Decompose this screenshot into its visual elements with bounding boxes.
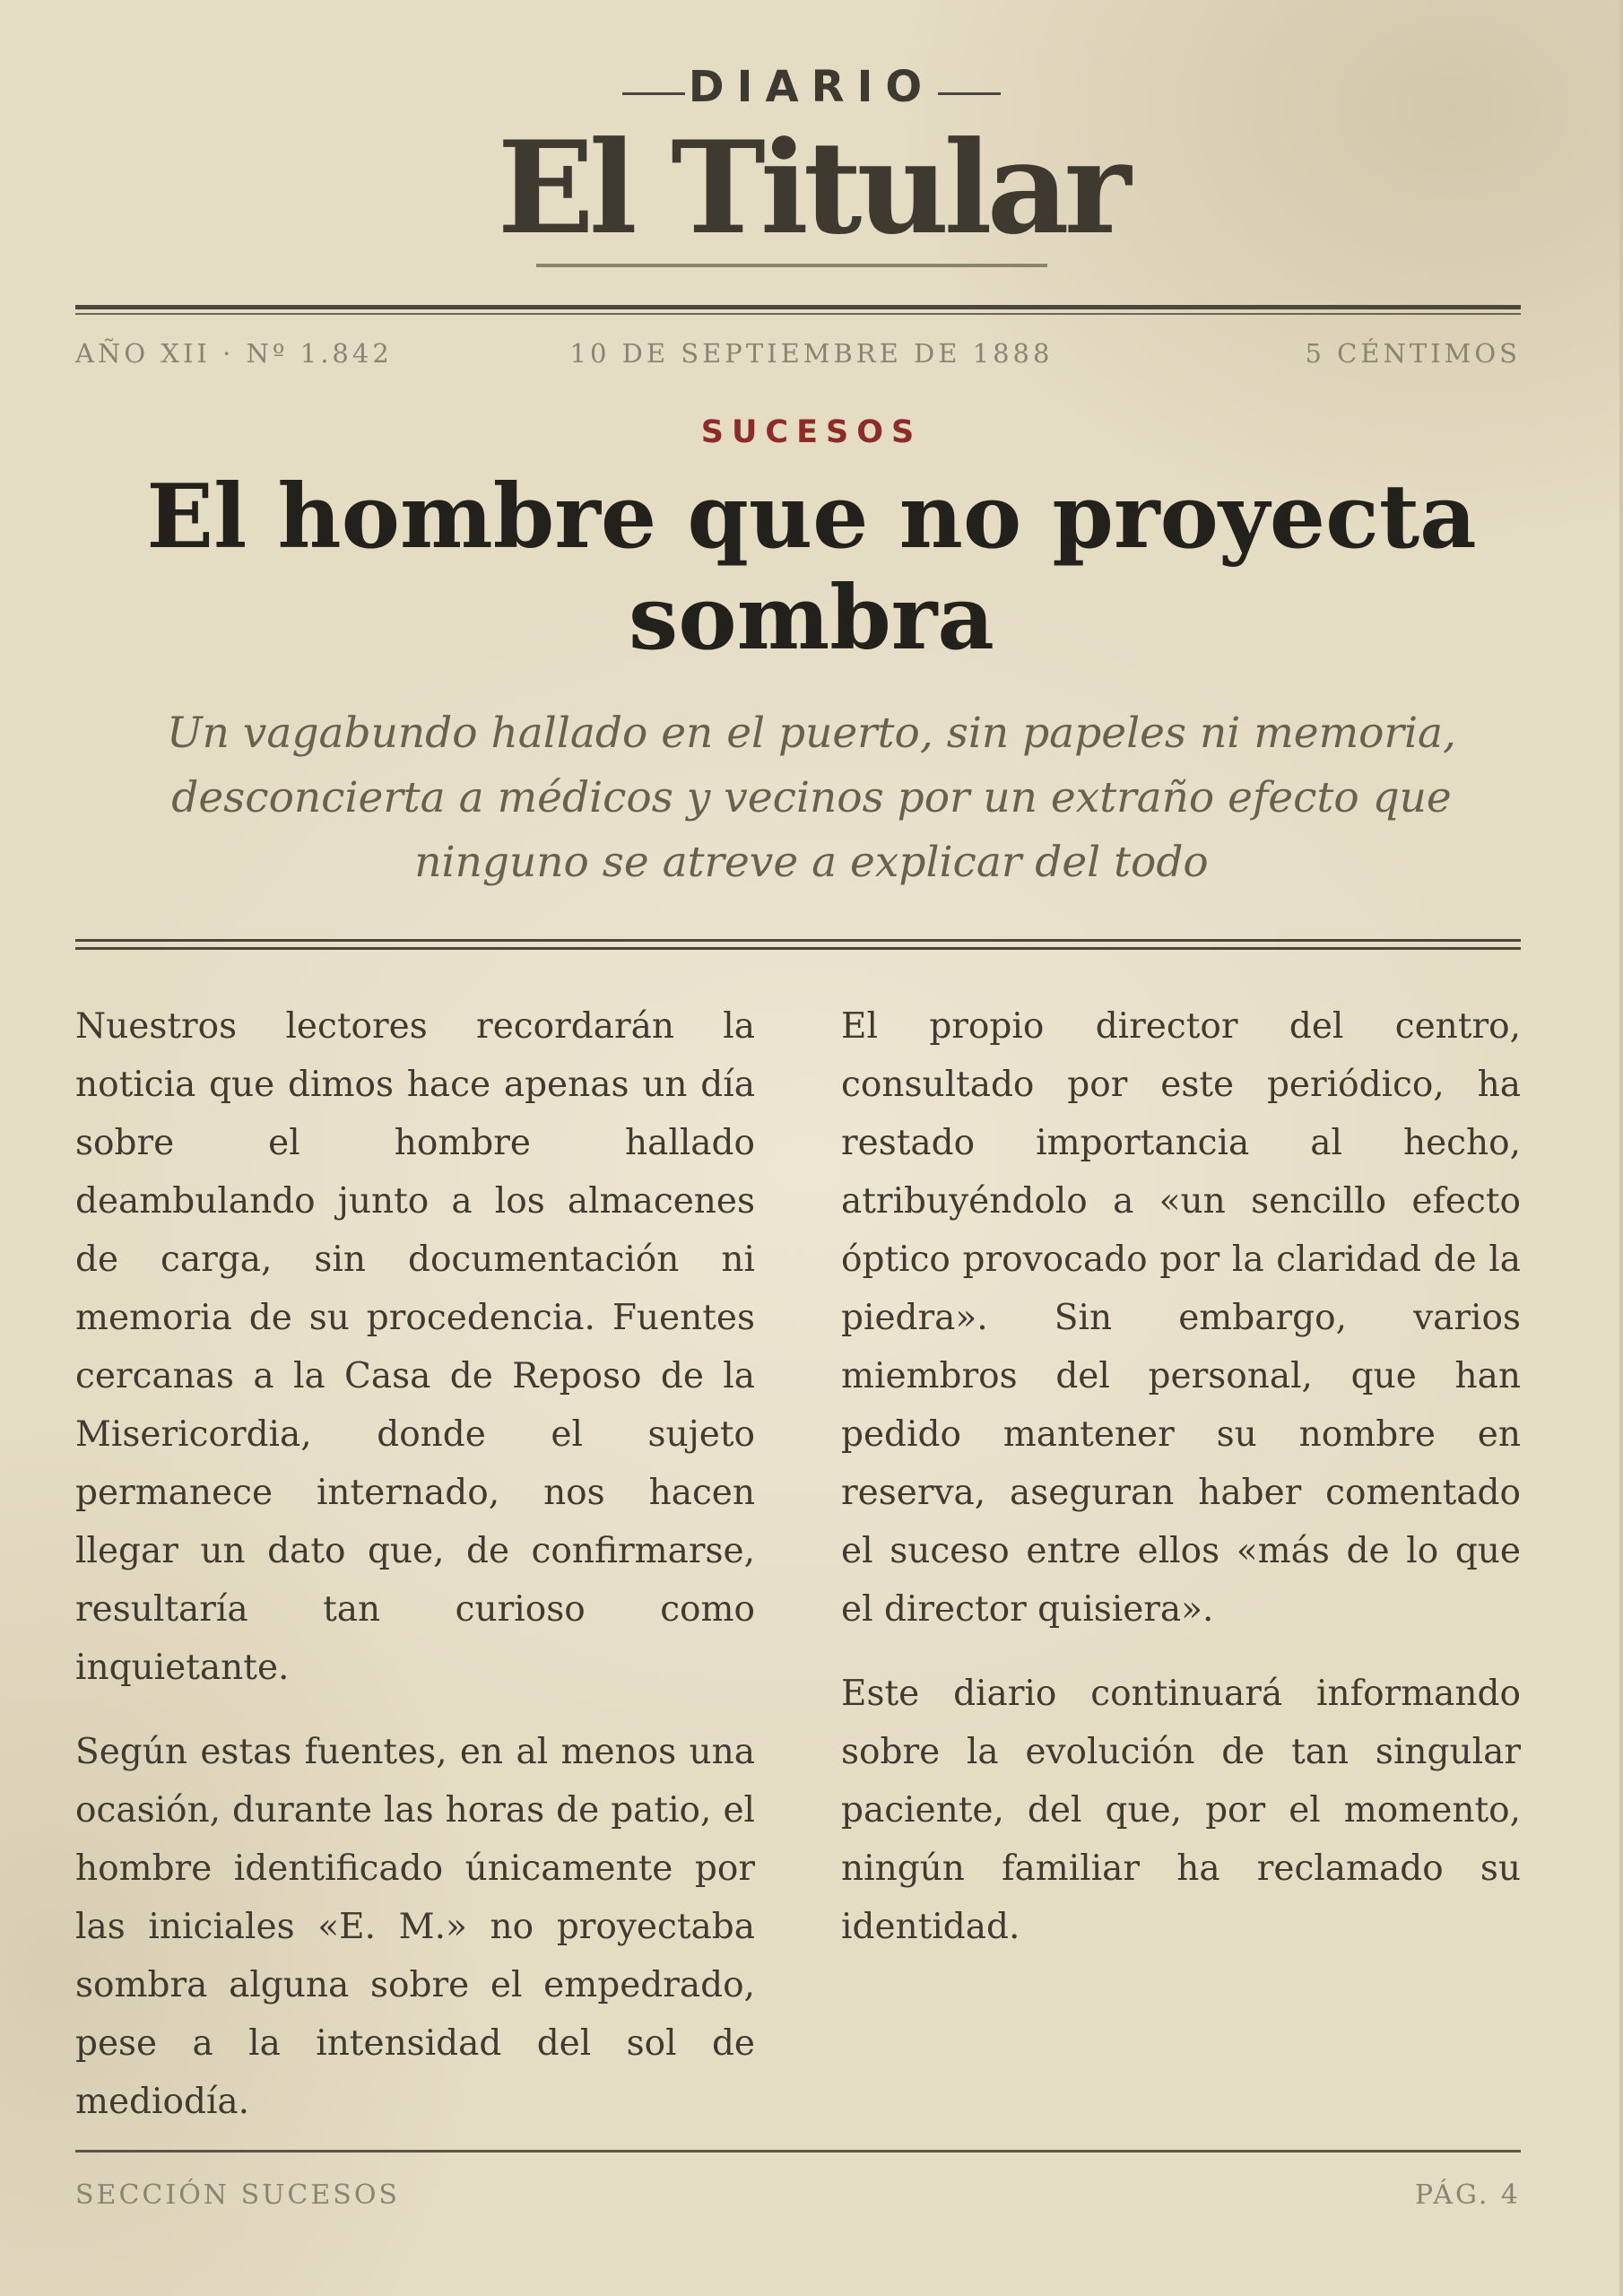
issue-number: AÑO XII · Nº 1.842 (75, 338, 393, 369)
title-underline (536, 264, 1047, 267)
newspaper-title: El Titular (497, 114, 1126, 263)
article-headline: El hombre que no proyecta sombra (146, 465, 1477, 670)
page-edge (1619, 0, 1623, 2296)
article-paragraph: Según estas fuentes, en al menos una ocasión, durante las horas de patio, el hombre identificado únicamente por las iniciales «E. M.» no proyectaba sombra alguna sobre el empedrado, pese a la intensidad del sol de mediodía. (75, 1732, 755, 2122)
masthead-rule-thin (75, 313, 1521, 315)
article-column-left (75, 997, 755, 2157)
kicker-left-dash (622, 92, 685, 95)
masthead-kicker (0, 56, 1623, 118)
article-column-right (841, 997, 1521, 1982)
kicker-right-dash (938, 92, 1001, 95)
section-label: SUCESOS (700, 414, 923, 450)
footer-rule (75, 2150, 1521, 2152)
deck-rule-lower (75, 947, 1521, 950)
kicker-text: DIARIO (688, 62, 935, 112)
footer-section: SECCIÓN SUCESOS (75, 2179, 400, 2211)
deck-rule-upper (75, 939, 1521, 942)
article-paragraph: El propio director del centro, consultado por este periódico, ha restado importancia al hecho, atribuyéndolo a «un sencillo efecto óptico provocado por la claridad de la piedra». Sin embargo, varios miembros del personal, que han pedido mantener su nombre en reserva, aseguran haber comentado el suceso entre ellos «más de lo que el director quisiera». (841, 1006, 1521, 1630)
article-deck: Un vagabundo hallado en el puerto, sin papeles ni memoria, desconcierta a médicos y vecinos por un extraño efecto que ninguno se atreve a explicar del todo (167, 709, 1456, 887)
footer-page-number: PÁG. 4 (1414, 2179, 1521, 2211)
article-paragraph: Este diario continuará informando sobre la evolución de tan singular paciente, del que, por el momento, ningún familiar ha reclamado su identidad. (841, 1674, 1521, 1947)
issue-price: 5 CÉNTIMOS (1305, 338, 1521, 369)
issue-date: 10 DE SEPTIEMBRE DE 1888 (569, 338, 1054, 369)
article-paragraph: Nuestros lectores recordarán la noticia que dimos hace apenas un día sobre el hombre hallado deambulando junto a los almacenes de carga, sin documentación ni memoria de su procedencia. Fuentes cercanas a la Casa de Reposo de la Misericordia, donde el sujeto permanece internado, nos hacen llegar un dato que, de confirmarse, resultaría tan curioso como inquietante. (75, 1006, 755, 1688)
masthead-rule-thick (75, 305, 1521, 309)
